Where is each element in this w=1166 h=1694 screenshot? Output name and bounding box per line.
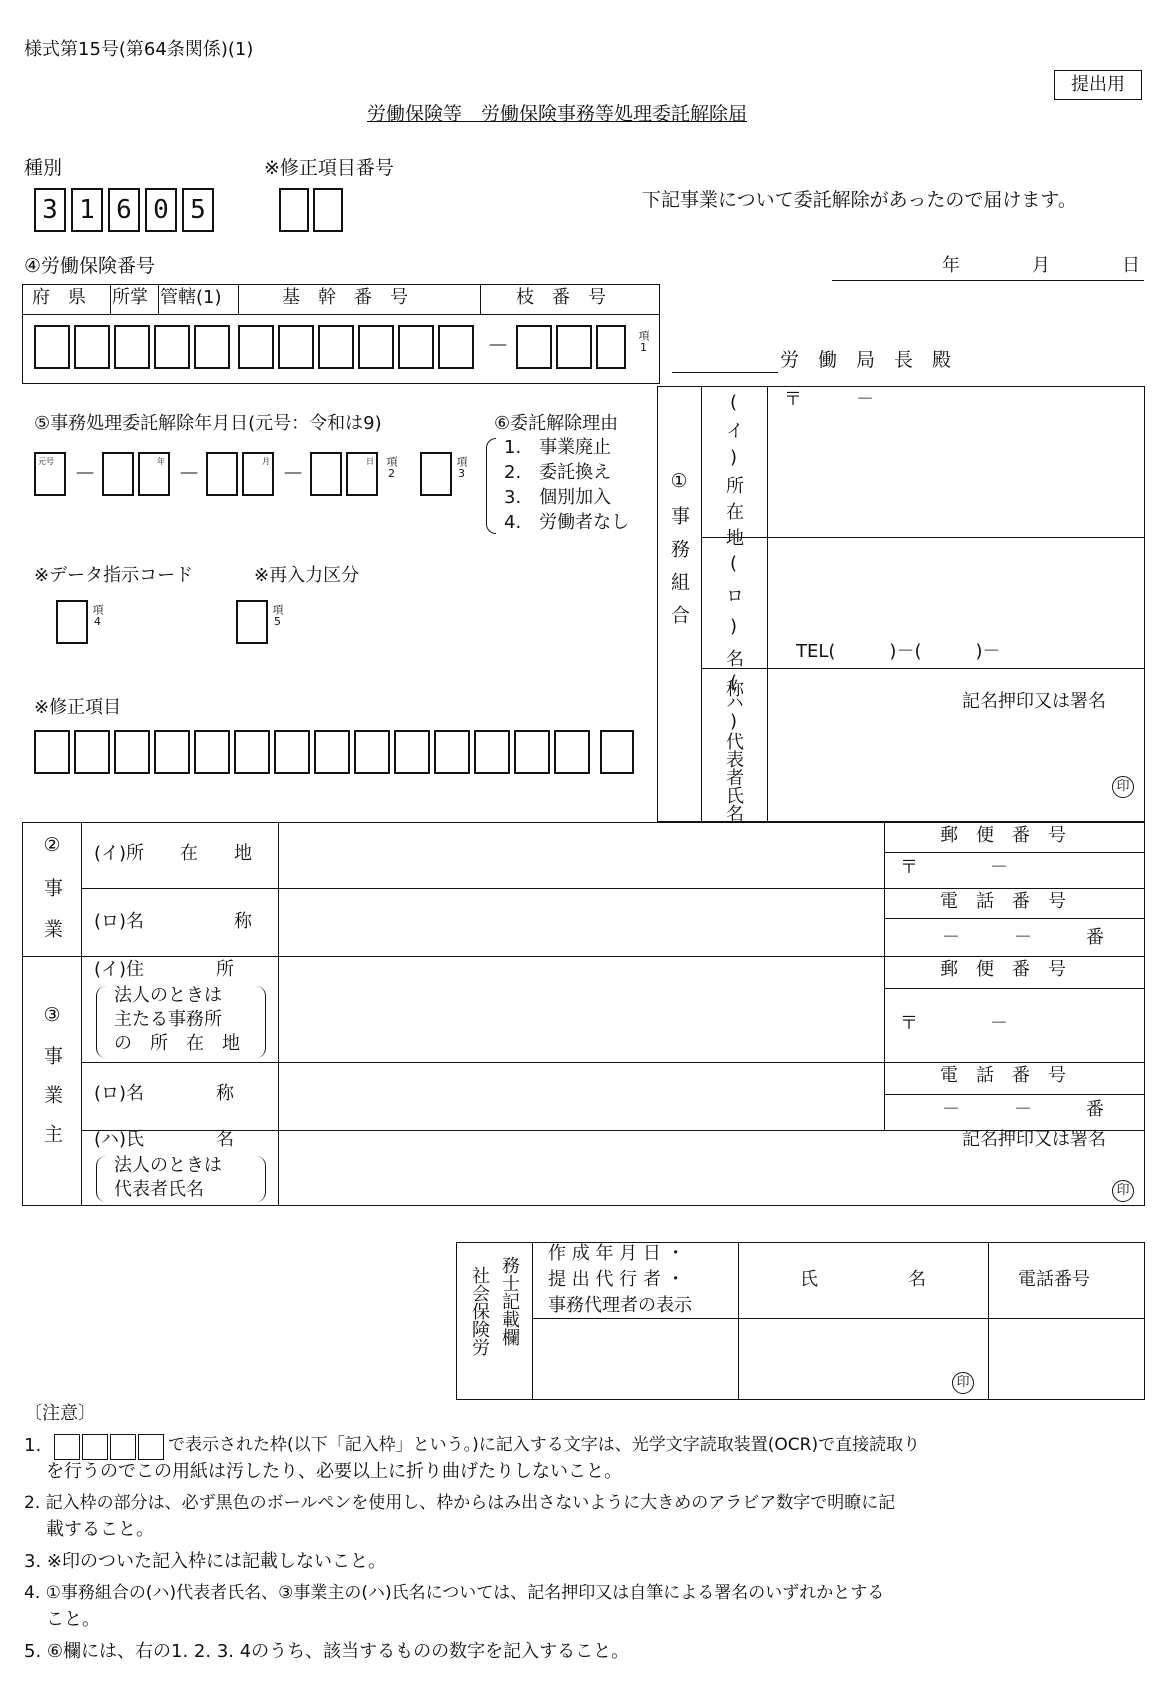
year-box[interactable]: [138, 452, 170, 496]
submission-statement: 下記事業について委託解除があったので届けます。: [642, 189, 1077, 211]
owner-person-note: 代表者氏名: [114, 1179, 204, 1200]
form-number: 様式第15号(第64条関係)(1): [24, 39, 254, 60]
notes-heading: 〔注意〕: [24, 1403, 96, 1424]
era-tag: 元号: [38, 457, 54, 466]
date-dash: －: [282, 462, 305, 487]
divider: [767, 386, 768, 822]
reason-bracket: [486, 438, 496, 534]
business-title: ②事業: [41, 834, 63, 960]
date-dash: －: [74, 462, 97, 487]
correction-item-box[interactable]: [474, 730, 510, 774]
correction-items-label: ※修正項目: [34, 697, 122, 718]
date-underline: [832, 280, 1144, 281]
insurance-number-label: ④労働保険番号: [24, 255, 156, 277]
correction-item-box[interactable]: [394, 730, 430, 774]
item-tag-2: 項2: [385, 456, 398, 480]
sharoushi-side-label: 社会保険労: [469, 1266, 490, 1356]
insurance-number-box[interactable]: [238, 325, 274, 369]
divider: [22, 956, 1145, 957]
type-digit[interactable]: 1: [71, 188, 103, 232]
branch-number-box[interactable]: [516, 325, 552, 369]
insurance-number-box[interactable]: [358, 325, 394, 369]
reason-label: ⑥委託解除理由: [494, 413, 619, 434]
year-box[interactable]: [102, 452, 134, 496]
correction-item-box[interactable]: [154, 730, 190, 774]
data-code-box[interactable]: [56, 600, 88, 644]
union-name-label: (ロ)名称: [723, 553, 744, 709]
owner-address-note: 主たる事務所: [114, 1009, 222, 1030]
owner-postal-header: 郵 便 番 号: [940, 959, 1066, 980]
union-rep-label: (ハ)代表者氏名: [723, 672, 744, 822]
owner-name-label: (ロ)名 称: [94, 1083, 235, 1104]
divider: [81, 822, 82, 1206]
owner-person-note: 法人のときは: [114, 1155, 222, 1176]
month-tag: 月: [262, 457, 270, 466]
note-5-text: 5. ⑥欄には、右の1. 2. 3. 4のうち、該当するものの数字を記入すること。: [24, 1641, 630, 1662]
divider: [238, 284, 239, 314]
business-phone-value: － － 番: [942, 927, 1104, 948]
business-address-label: (イ)所 在 地: [94, 843, 253, 864]
divider: [81, 1062, 884, 1063]
correction-item-box[interactable]: [600, 730, 634, 774]
divider: [532, 1318, 1145, 1319]
insurance-number-box[interactable]: [154, 325, 190, 369]
divider: [158, 284, 159, 314]
owner-phone-header: 電 話 番 号: [940, 1065, 1066, 1086]
item-tag-3: 項3: [455, 456, 468, 480]
insurance-number-box[interactable]: [34, 325, 70, 369]
union-title: ①事務組合: [668, 470, 690, 638]
owner-sign-note: 記名押印又は署名: [962, 1129, 1106, 1150]
correction-item-box[interactable]: [234, 730, 270, 774]
union-address-label: (イ)所在地: [723, 392, 744, 554]
data-code-label: ※データ指示コード: [34, 565, 194, 586]
date-dash: －: [178, 462, 201, 487]
divider: [81, 888, 884, 889]
divider: [278, 822, 279, 1206]
note-1-number: 1.: [24, 1435, 42, 1456]
divider: [884, 822, 885, 1130]
date-month: 月: [1032, 255, 1050, 276]
sharoushi-side-label: 務士記載欄: [499, 1256, 520, 1346]
reason-option: 4. 労働者なし: [504, 512, 630, 533]
owner-person-label: (ハ)氏 名: [94, 1129, 235, 1150]
divider: [480, 284, 481, 314]
form-title: 労働保険等 労働保険事務等処理委託解除届: [367, 103, 748, 125]
date-day: 日: [1122, 255, 1140, 276]
item-tag-5: 項5: [271, 604, 284, 628]
divider: [884, 852, 1145, 853]
seal-mark: 印: [952, 1372, 974, 1394]
insurance-number-box[interactable]: [398, 325, 434, 369]
addressee: 労 働 局 長 殿: [780, 349, 952, 371]
business-name-label: (ロ)名 称: [94, 911, 253, 932]
sharoushi-col3: 電話番号: [1018, 1269, 1090, 1290]
correction-item-box[interactable]: [34, 730, 70, 774]
owner-address-note: の 所 在 地: [114, 1033, 240, 1054]
item-tag-1: 項1: [637, 330, 650, 354]
note-1-cont: を行うのでこの用紙は汚したり、必要以上に折り曲げたりしないこと。: [46, 1461, 622, 1482]
reason-option: 3. 個別加入: [504, 487, 612, 508]
correction-item-box[interactable]: [114, 730, 150, 774]
divider: [884, 1094, 1145, 1095]
type-label: 種別: [24, 157, 63, 179]
correction-item-box[interactable]: [74, 730, 110, 774]
sample-box: [138, 1434, 164, 1460]
reinput-label: ※再入力区分: [254, 565, 360, 586]
owner-address-label: (イ)住 所: [94, 959, 235, 980]
note-4-text: 4. ①事務組合の(ハ)代表者氏名、③事業主の(ハ)氏名については、記名押印又は自筆による署名のいずれかとする: [24, 1583, 885, 1603]
correction-item-box[interactable]: [554, 730, 590, 774]
type-digit[interactable]: 6: [108, 188, 140, 232]
divider: [532, 1242, 533, 1400]
col-branch-number: 枝 番 号: [516, 287, 606, 308]
date-year: 年: [942, 255, 960, 276]
divider: [884, 988, 1145, 989]
note-2-text: 2. 記入枠の部分は、必ず黒色のボールペンを使用し、枠からはみ出さないように大きめのアラビア数字で明瞭に記: [24, 1493, 896, 1513]
col-prefecture: 府 県: [32, 287, 86, 308]
sharoushi-table: [456, 1242, 1145, 1400]
divider: [701, 537, 1145, 538]
correction-item-box[interactable]: [194, 730, 230, 774]
owner-title: ③事業主: [41, 1004, 63, 1163]
divider: [701, 386, 702, 822]
reason-box[interactable]: [420, 452, 452, 496]
sample-box: [110, 1434, 136, 1460]
col-jurisdiction: 管轄(1): [160, 287, 222, 308]
owner-phone-value: － － 番: [942, 1099, 1104, 1120]
divider: [22, 314, 660, 315]
day-tag: 日: [366, 457, 374, 466]
branch-number-box[interactable]: [596, 325, 626, 369]
divider: [884, 1062, 1145, 1063]
sharoushi-col1: 事務代理者の表示: [548, 1295, 692, 1316]
cancel-date-label: ⑤事務処理委託解除年月日(元号：令和は9): [34, 413, 382, 434]
col-base-number: 基 幹 番 号: [282, 287, 408, 308]
seal-mark: 印: [1112, 1180, 1134, 1202]
correction-number-label: ※修正項目番号: [264, 157, 394, 179]
note-2-cont: 載すること。: [46, 1519, 154, 1540]
owner-address-note: 法人のときは: [114, 985, 222, 1006]
note-1-text: で表示された枠(以下「記入枠」という。)に記入する文字は、光学文字読取装置(OCR)で直接読取り: [168, 1435, 921, 1455]
insurance-number-box[interactable]: [438, 325, 474, 369]
insurance-number-box[interactable]: [74, 325, 110, 369]
sharoushi-col1: 作 成 年 月 日 ・: [548, 1243, 685, 1264]
divider: [884, 888, 1145, 889]
bureau-underline: [672, 372, 778, 373]
reinput-box[interactable]: [236, 600, 268, 644]
owner-postal-value: 〒 －: [900, 1013, 1008, 1034]
correction-item-box[interactable]: [274, 730, 310, 774]
branch-number-box[interactable]: [556, 325, 592, 369]
divider: [701, 668, 1145, 669]
divider: [110, 284, 111, 314]
type-digit[interactable]: 3: [34, 188, 66, 232]
sharoushi-col2: 氏 名: [800, 1269, 926, 1290]
correction-item-box[interactable]: [354, 730, 390, 774]
insurance-number-box[interactable]: [318, 325, 354, 369]
day-box[interactable]: [310, 452, 342, 496]
divider: [738, 1242, 739, 1400]
note-3-text: 3. ※印のついた記入枠には記載しないこと。: [24, 1551, 386, 1572]
union-postal: 〒 －: [784, 389, 874, 410]
union-tel: TEL( )－( )－: [796, 641, 1001, 662]
type-digit[interactable]: 5: [182, 188, 214, 232]
correction-item-box[interactable]: [514, 730, 550, 774]
sharoushi-col1: 提 出 代 行 者 ・: [548, 1269, 685, 1290]
insurance-number-box[interactable]: [278, 325, 314, 369]
type-digit[interactable]: 0: [145, 188, 177, 232]
sample-box: [82, 1434, 108, 1460]
insurance-number-box[interactable]: [114, 325, 150, 369]
year-tag: 年: [157, 457, 165, 466]
business-postal-header: 郵 便 番 号: [940, 825, 1066, 846]
business-postal-value: 〒 －: [900, 857, 1008, 878]
month-box[interactable]: [206, 452, 238, 496]
reason-option: 2. 委託換え: [504, 462, 612, 483]
correction-item-box[interactable]: [434, 730, 470, 774]
reason-option: 1. 事業廃止: [504, 437, 612, 458]
union-sign-note: 記名押印又は署名: [962, 691, 1106, 712]
submit-badge: 提出用: [1054, 70, 1142, 100]
correction-number-box[interactable]: [313, 188, 343, 232]
divider: [988, 1242, 989, 1400]
seal-mark: 印: [1112, 776, 1134, 798]
business-phone-header: 電 話 番 号: [940, 891, 1066, 912]
branch-dash: －: [487, 334, 510, 359]
sample-box: [54, 1434, 80, 1460]
correction-number-box[interactable]: [279, 188, 309, 232]
item-tag-4: 項4: [91, 604, 104, 628]
divider: [884, 918, 1145, 919]
col-office: 所掌: [112, 287, 148, 308]
note-4-cont: こと。: [46, 1609, 100, 1630]
insurance-number-box[interactable]: [194, 325, 230, 369]
correction-item-box[interactable]: [314, 730, 350, 774]
